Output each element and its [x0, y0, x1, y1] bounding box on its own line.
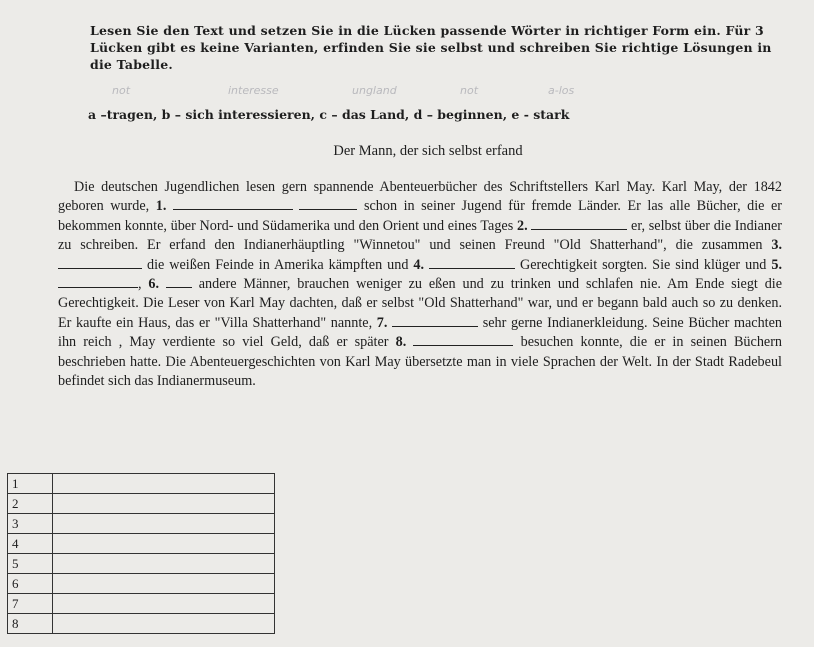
pencil-note: interesse — [228, 84, 279, 97]
gap-blank-7[interactable] — [392, 314, 478, 327]
row-number: 6 — [8, 574, 53, 594]
pencil-note: not — [112, 84, 131, 97]
gap-blank-6[interactable] — [166, 275, 192, 288]
text-segment: besuchen konnte, die er in seinen Büchern beschrieben hatte. Die Abenteuergeschichten von Karl May übersetzte man in viele Sprachen der Welt. In der Stadt Radebeul befindet sich das Indianermuseum. — [58, 334, 783, 390]
pencil-note: not — [460, 84, 479, 97]
gap-blank-5[interactable] — [58, 275, 138, 288]
text-title: Der Mann, der sich selbst erfand — [333, 143, 523, 159]
row-number: 7 — [8, 594, 53, 614]
gap-number: 4. — [413, 256, 425, 273]
answer-cell[interactable] — [53, 574, 275, 594]
answer-cell[interactable] — [53, 594, 275, 614]
gap-number: 5. — [771, 256, 782, 273]
word-options: a –tragen, b – sich interessieren, c – das Land, d – beginnen, e - stark — [88, 107, 570, 122]
row-number: 5 — [8, 554, 53, 574]
gap-number: 8. — [395, 334, 407, 351]
gap-blank-4[interactable] — [429, 256, 515, 269]
pencil-note: ungland — [352, 84, 397, 97]
text-segment: sehr gerne Indianerkleidung. Seine Bücher machten ihn reich , May verdiente so viel Geld, daß er später — [58, 314, 783, 351]
answer-cell[interactable] — [53, 614, 275, 634]
gap-text — [58, 178, 782, 391]
table-row — [8, 534, 275, 554]
row-number: 8 — [8, 614, 53, 634]
gap-number: 6. — [148, 276, 160, 293]
task-instruction: Lesen Sie den Text und setzen Sie in die Lücken passende Wörter in richtiger Form ein. Für 3 Lücken gibt es keine Varianten, erfinden Sie sie selbst und schreiben Sie richtige Lösungen in die Tabelle. — [90, 23, 772, 72]
gap-blank-2[interactable] — [531, 217, 627, 230]
gap-number: 1. — [155, 198, 167, 215]
row-number: 1 — [8, 474, 53, 494]
text-segment: Die deutschen Jugendlichen lesen gern spannende Abenteuerbücher des Schriftstellers Karl May. Karl May, der 1842 geboren wurde, — [58, 179, 782, 215]
gap-number: 3. — [771, 237, 782, 254]
gap-number: 2. — [516, 217, 528, 234]
text-segment: Gerechtigkeit sorgten. Sie sind klüger und — [519, 256, 767, 273]
gap-blank-3[interactable] — [58, 256, 142, 269]
answer-cell[interactable] — [53, 494, 275, 514]
text-segment: er, selbst über die Indianer zu schreiben. Er erfand den Indianerhäuptling "Winnetou" und seinen Freund "Old Shatterhand", die zusammen — [58, 217, 783, 254]
answer-cell[interactable] — [53, 554, 275, 574]
table-row — [8, 474, 275, 494]
answer-cell[interactable] — [53, 474, 275, 494]
gap-blank-1b[interactable] — [299, 197, 357, 210]
text-segment: die weißen Feinde in Amerika kämpften und — [146, 256, 409, 273]
table-row — [8, 494, 275, 514]
answer-table — [7, 473, 275, 634]
row-number: 4 — [8, 534, 53, 554]
answer-cell[interactable] — [53, 514, 275, 534]
table-row — [8, 594, 275, 614]
text-segment: andere Männer, brauchen weniger zu eßen und zu trinken und schlafen nie. Am Ende siegt die Gerechtigkeit. Die Leser von Karl May dachten, daß er selbst "Old Shatterhand" war, und er begann bald auch so zu denken. Er kaufte ein Haus, das er "Villa Shatterhand" nannte, — [58, 276, 783, 331]
table-row — [8, 574, 275, 594]
gap-number: 7. — [376, 314, 388, 331]
text-segment: , — [138, 276, 142, 293]
table-row — [8, 554, 275, 574]
answer-cell[interactable] — [53, 534, 275, 554]
row-number: 3 — [8, 514, 53, 534]
text-segment: schon in seiner Jugend für fremde Länder. Er las alle Bücher, die er bekommen konnte, über Nord- und Südamerika und den Orient und eines Tages — [58, 198, 783, 234]
pencil-note: a-los — [548, 84, 575, 97]
gap-blank-1[interactable] — [173, 197, 293, 210]
table-row — [8, 614, 275, 634]
gap-blank-8[interactable] — [413, 333, 513, 346]
row-number: 2 — [8, 494, 53, 514]
table-row — [8, 514, 275, 534]
